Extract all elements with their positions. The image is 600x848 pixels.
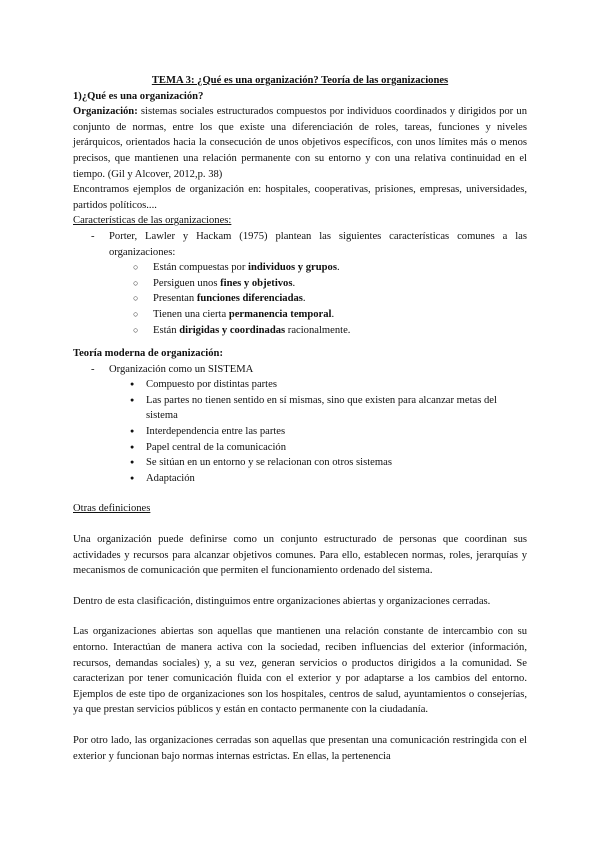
paragraph-open-organizations: Las organizaciones abiertas son aquellas que mantienen una relación constante de intercambio con su entorno. Interactúan de manera activa con la sociedad, reciben influencias del exterior (información, recursos, demandas sociales) y, a su vez, generan servicios o productos dirigidos a la comunidad. Se caracterizan por tener comunicación fluida con el exterior y por adaptarse a los cambios del entorno. Ejemplos de este tipo de organizaciones son los hospitales, centros de salud, ayuntamientos o consejerías, ya que prestan servicios públicos y están en contacto permanente con la ciudadanía. [73, 626, 527, 716]
document-title: TEMA 3: ¿Qué es una organización? Teoría de las organizaciones [151, 75, 449, 86]
list-item: ○ Presentan funciones diferenciadas. [153, 291, 527, 307]
definition-paragraph [73, 104, 527, 182]
list-item: ○ Están dirigidas y coordinadas racionalmente. [153, 323, 527, 339]
definition-term: Organización: [73, 106, 138, 118]
list-item: ● Las partes no tienen sentido en sí mismas, sino que existen para alcanzar metas del sistema [146, 393, 527, 424]
list-item: ○ Tienen una cierta permanencia temporal. [153, 307, 527, 323]
modern-theory-heading: Teoría moderna de organización: [73, 348, 223, 360]
characteristics-intro-list [73, 229, 527, 260]
paragraph-classification: Dentro de esta clasificación, distinguimos entre organizaciones abiertas y organizaciones cerradas. [73, 595, 491, 607]
page-content [73, 73, 527, 764]
list-item: ○ Persiguen unos fines y objetivos. [153, 276, 527, 292]
paragraph-definition: Una organización puede definirse como un conjunto estructurado de personas que coordinan sus actividades y recursos para alcanzar objetivos comunes. Para ello, establecen normas, roles, jerarquías y mecanismos de comunicación que permiten el funcionamiento ordenado del sistema. [73, 534, 527, 577]
modern-intro-list [73, 362, 527, 378]
list-item: ● Adaptación [146, 471, 527, 487]
examples-paragraph: Encontramos ejemplos de organización en: hospitales, cooperativas, prisiones, empresas, universidades, partidos políticos.... [73, 184, 527, 211]
list-item: ● Papel central de la comunicación [146, 440, 527, 456]
other-definitions-heading: Otras definiciones [73, 503, 151, 515]
list-item: ● Compuesto por distintas partes [146, 377, 527, 393]
list-item: ● Interdependencia entre las partes [146, 424, 527, 440]
list-item: ○ Están compuestas por individuos y grupos. [153, 260, 527, 276]
list-item: ● Se sitúan en un entorno y se relacionan con otros sistemas [146, 455, 527, 471]
modern-intro: - Organización como un SISTEMA [73, 362, 527, 378]
characteristics-list [73, 260, 527, 338]
section-heading-what-is: 1)¿Qué es una organización? [73, 90, 204, 102]
paragraph-closed-organizations: Por otro lado, las organizaciones cerradas son aquellas que presentan una comunicación restringida con el exterior y funcionan bajo normas internas estrictas. En ellas, la pertenencia [73, 734, 527, 762]
definition-text: sistemas sociales estructurados compuestos por individuos coordinados y dirigidos por un conjunto de normas, entre los que existe una diferenciación de roles, tareas, funciones y niveles jerárquicos, orientados hacia la consecución de unos objetivos específicos, con unos límites más o menos precisos, que mantienen una relación permanente con su entorno y con una relativa continuidad en el tiempo. (Gil y Alcover, 2012,p. 38) [73, 106, 527, 180]
characteristics-intro: - Porter, Lawler y Hackam (1975) plantean las siguientes características comunes a las organizaciones: [73, 229, 527, 260]
characteristics-heading: Características de las organizaciones: [73, 215, 232, 227]
modern-theory-list [73, 377, 527, 486]
